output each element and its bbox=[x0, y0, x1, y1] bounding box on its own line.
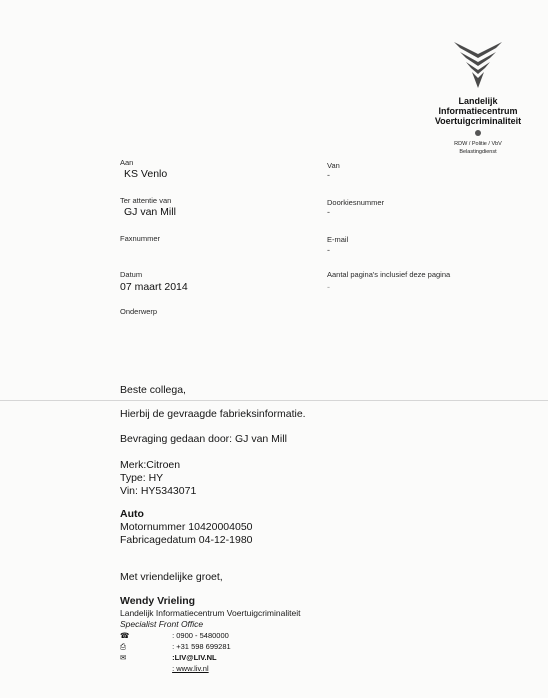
greeting: Beste collega, bbox=[120, 384, 186, 396]
phone-number: : 0900 - 5480000 bbox=[172, 631, 229, 640]
aan-value: KS Venlo bbox=[124, 168, 168, 180]
van-label: Van bbox=[327, 161, 340, 170]
phone-row bbox=[120, 631, 229, 640]
datum-label: Datum bbox=[120, 270, 143, 279]
type-line: Type: HY bbox=[120, 472, 164, 484]
logo-partners-line1: RDW / Politie / VbV bbox=[454, 141, 502, 147]
merk-line: Merk:Citroen bbox=[120, 459, 181, 471]
mail-row bbox=[120, 653, 217, 662]
signature-organisation: Landelijk Informatiecentrum Voertuigcriminaliteit bbox=[120, 608, 301, 618]
fax-number: : +31 598 699281 bbox=[172, 642, 231, 651]
auto-heading: Auto bbox=[120, 508, 144, 520]
scan-line bbox=[0, 400, 548, 401]
email-label: E-mail bbox=[327, 235, 349, 244]
envelope-icon: ✉ bbox=[120, 653, 127, 662]
logo-name-line3: Voertuigcriminaliteit bbox=[434, 116, 522, 126]
email-value: - bbox=[327, 245, 330, 255]
logo-dot bbox=[475, 130, 481, 136]
signature-name: Wendy Vrieling bbox=[120, 595, 196, 607]
paginas-value: - bbox=[327, 282, 330, 292]
motornummer-line: Motornummer 10420004050 bbox=[120, 521, 253, 533]
datum-value: 07 maart 2014 bbox=[120, 281, 188, 293]
van-value: - bbox=[327, 170, 330, 180]
body-line-1: Hierbij de gevraagde fabrieksinformatie. bbox=[120, 408, 306, 420]
phone-icon: ☎ bbox=[120, 631, 130, 640]
logo-partners-line2: Belastingdienst bbox=[459, 149, 497, 155]
closing: Met vriendelijke groet, bbox=[120, 571, 223, 583]
signature-role: Specialist Front Office bbox=[120, 619, 204, 629]
attentie-value: GJ van Mill bbox=[124, 206, 176, 218]
body-line-2: Bevraging gedaan door: GJ van Mill bbox=[120, 433, 287, 445]
attentie-label: Ter attentie van bbox=[120, 196, 172, 205]
onderwerp-label: Onderwerp bbox=[120, 307, 158, 316]
logo-name-line2: Informatiecentrum bbox=[438, 106, 518, 116]
aan-label: Aan bbox=[120, 158, 134, 167]
mail-address[interactable]: :LIV@LIV.NL bbox=[172, 653, 217, 662]
fax-row bbox=[120, 642, 231, 652]
logo-name-line1: Landelijk bbox=[458, 96, 498, 106]
web-row bbox=[120, 664, 209, 673]
liv-logo-icon bbox=[452, 40, 504, 90]
website-link[interactable]: : www.liv.nl bbox=[172, 664, 209, 673]
fax-label: Faxnummer bbox=[120, 234, 161, 243]
vin-line: Vin: HY5343071 bbox=[120, 485, 197, 497]
doorkies-value: - bbox=[327, 207, 330, 217]
fabricagedatum-line: Fabricagedatum 04-12-1980 bbox=[120, 534, 253, 546]
paginas-label: Aantal pagina's inclusief deze pagina bbox=[327, 270, 451, 279]
doorkies-label: Doorkiesnummer bbox=[327, 198, 385, 207]
fax-icon: ⎙ bbox=[120, 642, 126, 651]
